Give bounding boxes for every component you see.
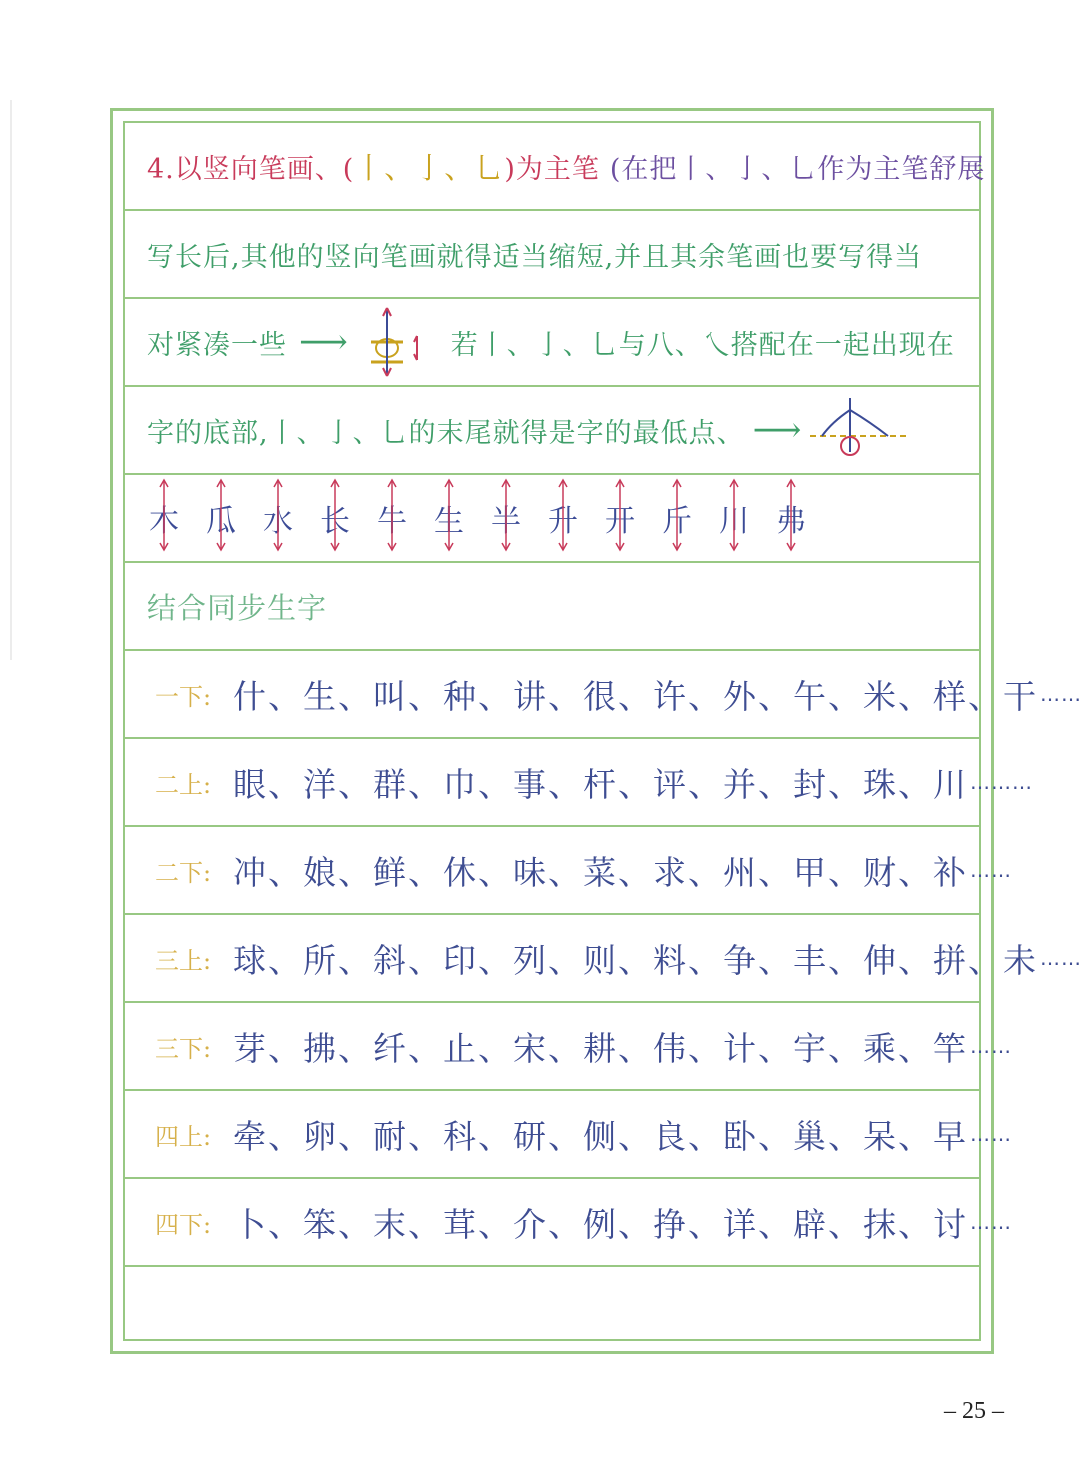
- instruction-heading: 4.以竖向笔画、(: [147, 153, 355, 185]
- instruction-note: (在把丨、亅、乚作为主笔舒展: [609, 153, 986, 185]
- ellipsis-dots: ……: [970, 1122, 1012, 1146]
- vertical-arrow-icon: [215, 478, 227, 552]
- ellipsis-dots: ……: [1040, 682, 1082, 706]
- lowest-point-diagram-icon: [810, 390, 910, 470]
- grade-label: 三下:: [155, 1034, 212, 1063]
- example-characters-row: [125, 475, 979, 563]
- instruction-text-2: 写长后,其他的竖向笔画就得适当缩短,并且其余笔画也要写得当: [147, 241, 923, 273]
- grade-characters: 眼、洋、群、巾、事、杆、评、并、封、珠、川: [233, 764, 968, 804]
- vertical-arrow-icon: [329, 478, 341, 552]
- ellipsis-dots: ……: [970, 858, 1012, 882]
- instruction-text-4: 字的底部,丨、亅、乚的末尾就得是字的最低点、: [147, 417, 745, 449]
- grade-row: [125, 1179, 1012, 1267]
- example-char: 瓜: [202, 496, 240, 540]
- grade-characters: 牵、卵、耐、科、研、侧、良、卧、巢、呆、早: [233, 1116, 968, 1156]
- vertical-arrow-icon: [272, 478, 284, 552]
- instruction-line-2: [125, 211, 979, 299]
- grade-characters: 冲、娘、鲜、休、味、菜、求、州、甲、财、补: [233, 852, 968, 892]
- example-char: 斤: [658, 496, 696, 540]
- vertical-arrow-icon: [557, 478, 569, 552]
- grade-row: [125, 915, 1082, 1003]
- vertical-arrow-icon: [386, 478, 398, 552]
- example-char: 长: [316, 496, 354, 540]
- example-char: 开: [601, 496, 639, 540]
- grade-row: [125, 651, 1082, 739]
- instruction-main-stroke: )为主笔: [504, 153, 600, 185]
- grade-row: [125, 1091, 1012, 1179]
- stroke-diagram-icon: [361, 302, 441, 382]
- ellipsis-dots: ……: [970, 1210, 1012, 1234]
- example-char: 川: [715, 496, 753, 540]
- example-char: 半: [487, 496, 525, 540]
- vertical-arrow-icon: [728, 478, 740, 552]
- vertical-arrow-icon: [614, 478, 626, 552]
- section-title: 结合同步生字: [147, 590, 328, 625]
- section-title-row: [125, 563, 979, 651]
- grade-characters: 什、生、叫、种、讲、很、许、外、午、米、样、干: [233, 676, 1038, 716]
- instruction-text-3a: 对紧凑一些: [147, 329, 287, 361]
- instruction-line-1: [125, 123, 986, 211]
- instruction-strokes: 丨、亅、乚: [354, 150, 505, 185]
- vertical-arrow-icon: [671, 478, 683, 552]
- arrow-right-icon-2: ⟶: [752, 410, 803, 450]
- grade-label: 三上:: [155, 946, 212, 975]
- example-char: 牛: [373, 496, 411, 540]
- page-binding-line: [10, 100, 12, 660]
- example-char: 弗: [772, 496, 810, 540]
- grade-label: 一下:: [155, 682, 212, 711]
- grade-characters: 芽、拂、纤、止、宋、耕、伟、计、宇、乘、竿: [233, 1028, 968, 1068]
- empty-practice-row: [125, 1267, 979, 1345]
- grade-characters: 卜、笨、末、茸、介、例、挣、详、辟、抹、讨: [233, 1204, 968, 1244]
- ellipsis-dots: ………: [970, 770, 1033, 794]
- vertical-arrow-icon: [785, 478, 797, 552]
- practice-frame: [110, 108, 1082, 1354]
- ellipsis-dots: ……: [970, 1034, 1012, 1058]
- grade-row: [125, 1003, 1012, 1091]
- example-char: 木: [145, 496, 183, 540]
- grade-label: 四上:: [155, 1122, 212, 1151]
- instruction-line-4: [125, 387, 979, 475]
- arrow-right-icon: ⟶: [299, 322, 349, 362]
- example-char: 升: [544, 496, 582, 540]
- page-number: – 25 –: [944, 1398, 1004, 1424]
- vertical-arrow-icon: [158, 478, 170, 552]
- grade-label: 四下:: [155, 1210, 212, 1239]
- instruction-text-3b: 若丨、亅、乚与八、乀搭配在一起出现在: [450, 329, 955, 361]
- grade-row: [125, 827, 1012, 915]
- grade-characters: 球、所、斜、印、列、则、料、争、丰、伸、拼、未: [233, 940, 1038, 980]
- vertical-arrow-icon: [500, 478, 512, 552]
- grade-label: 二下:: [155, 858, 212, 887]
- ellipsis-dots: ……: [1040, 946, 1082, 970]
- vertical-arrow-icon: [443, 478, 455, 552]
- grade-row: [125, 739, 1033, 827]
- instruction-line-3: [125, 299, 979, 387]
- grade-label: 二上:: [155, 770, 212, 799]
- example-characters: [145, 496, 829, 540]
- example-char: 生: [430, 496, 468, 540]
- example-char: 水: [259, 496, 297, 540]
- practice-frame-inner: [123, 121, 1082, 1341]
